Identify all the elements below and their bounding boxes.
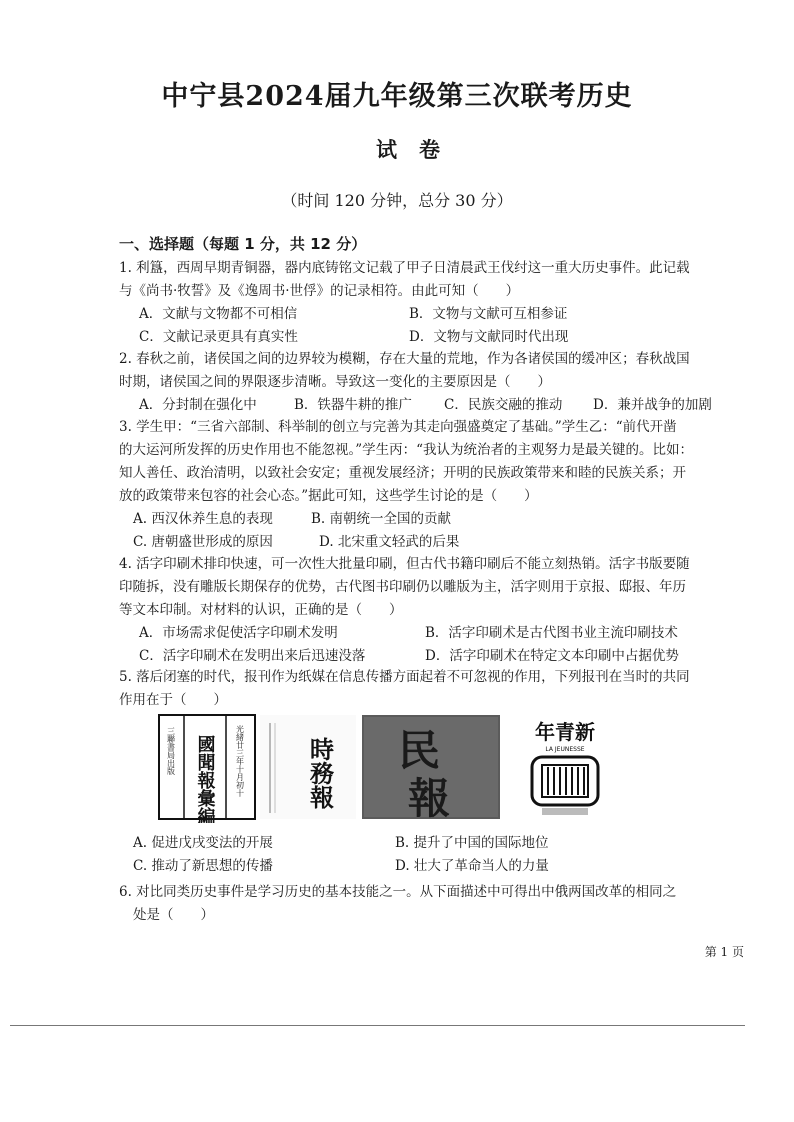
- shiwubao-title: 時務報: [305, 737, 335, 809]
- option-a: A. 促进戊戌变法的开展: [133, 835, 273, 851]
- page-subtitle: 试卷: [376, 137, 462, 162]
- question-text: 1. 利簋，西周早期青铜器，器内底铸铭文记载了甲子日清晨武王伐纣这一重大历史事件。此记载: [119, 260, 690, 276]
- question-text: 的大运河所发挥的历史作用也不能忽视。”学生丙：“我认为统治者的主观努力是最关键的。比如：: [119, 442, 694, 458]
- option-b: B．铁器牛耕的推广: [294, 397, 412, 413]
- minbao-title-char1: 民: [398, 726, 441, 775]
- option-a: A. 西汉休养生息的表现: [133, 511, 273, 527]
- question-5: [119, 666, 741, 712]
- option-b: B. 南朝统一全国的贡献: [311, 511, 452, 527]
- option-c: C．活字印刷术在发明出来后迅速没落: [139, 648, 366, 664]
- question-text: 放的政策带来包容的社会心态。”据此可知，这些学生讨论的是（ ）: [119, 488, 538, 504]
- option-b: B．活字印刷术是古代图书业主流印刷技术: [425, 625, 678, 641]
- question-3: [119, 416, 741, 554]
- option-c: C. 唐朝盛世形成的原因: [133, 534, 273, 550]
- newspaper-images: [158, 713, 714, 823]
- question-text: 5. 落后闭塞的时代，报刊作为纸媒在信息传播方面起着不可忽视的作用，下列报刊在当时的共同: [119, 669, 690, 685]
- question-text: 印随拆，没有雕版长期保存的优势，古代图书印刷仍以雕版为主，活字则用于京报、邸报、年历: [119, 579, 686, 595]
- page-number: 第 1 页: [704, 945, 744, 959]
- exam-info: （时间 120 分钟，总分 30 分）: [281, 191, 513, 210]
- options-row: [119, 855, 741, 878]
- question-text: 2. 春秋之前，诸侯国之间的边界较为模糊，存在大量的荒地，作为各诸侯国的缓冲区；春秋战国: [119, 351, 690, 367]
- guowenbao-masthead: [159, 715, 255, 823]
- option-d: D. 北宋重文轻武的后果: [319, 534, 460, 550]
- question-text: 知人善任、政治清明，以致社会安定；重视发展经济；开明的民族政策带来和睦的民族关系；开: [119, 465, 686, 481]
- xinqingnian-masthead: [510, 715, 620, 819]
- question-text: 时期，诸侯国之间的界限逐步清晰。导致这一变化的主要原因是（ ）: [119, 374, 551, 390]
- page-title: 中宁县2024届九年级第三次联考历史: [161, 81, 633, 112]
- question-text: 处是（ ）: [133, 907, 214, 923]
- minbao-title-char2: 報: [408, 774, 451, 823]
- option-d: D．兼并战争的加剧: [593, 397, 712, 413]
- guowenbao-title: 國聞報彙編: [194, 735, 216, 823]
- options-row: [119, 508, 741, 531]
- option-c: C．民族交融的推动: [444, 397, 563, 413]
- question-5-options: [119, 832, 741, 878]
- options-row: [119, 303, 741, 326]
- minbao-title: 民報: [158, 713, 160, 714]
- newspaper-mastheads: [158, 713, 714, 823]
- guowenbao-date: 光緒廿三年十月初十: [235, 725, 245, 797]
- options-row: [119, 832, 741, 855]
- bottom-divider: [10, 1025, 745, 1026]
- option-d: D．文物与文献同时代出现: [409, 329, 569, 345]
- guowenbao-publisher: 三聯書局出版: [166, 727, 176, 775]
- option-b: B. 提升了中国的国际地位: [395, 835, 549, 851]
- option-d: D．活字印刷术在特定文本印刷中占据优势: [425, 648, 679, 664]
- shiwubao-masthead: [260, 715, 356, 819]
- option-a: A．市场需求促使活字印刷术发明: [139, 625, 338, 641]
- options-row: [119, 622, 741, 645]
- options-row: [119, 394, 741, 417]
- option-b: B．文物与文献可互相参证: [409, 306, 568, 322]
- options-row: [119, 645, 741, 668]
- question-text: 3. 学生甲：“三省六部制、科举制的创立与完善为其走向强盛奠定了基础。”学生乙：“前代开凿: [119, 419, 677, 435]
- option-c: C．文献记录更具有真实性: [139, 329, 298, 345]
- option-a: A．文献与文物都不可相信: [139, 306, 298, 322]
- question-2: [119, 348, 741, 417]
- xinqingnian-title: 新青年: [535, 720, 595, 744]
- question-text: 6. 对比同类历史事件是学习历史的基本技能之一。从下面描述中可得出中俄两国改革的相同之: [119, 884, 677, 900]
- option-d: D. 壮大了革命当人的力量: [395, 858, 549, 874]
- question-text: 等文本印制。对材料的认识，正确的是（ ）: [119, 602, 403, 618]
- question-6: [119, 881, 741, 927]
- question-text: 与《尚书·牧誓》及《逸周书·世俘》的记录相符。由此可知（ ）: [119, 283, 520, 299]
- section-heading: 一、选择题（每题 1 分，共 12 分）: [119, 235, 367, 253]
- option-a: A．分封制在强化中: [139, 397, 257, 413]
- option-c: C. 推动了新思想的传播: [133, 858, 273, 874]
- question-4: [119, 553, 741, 668]
- question-1: [119, 257, 741, 349]
- xinqingnian-subtitle: LA JEUNESSE: [545, 746, 585, 753]
- options-row: [119, 326, 741, 349]
- question-text: 4. 活字印刷术排印快速，可一次性大批量印刷，但古代书籍印刷后不能立刻热销。活字书版要随: [119, 556, 690, 572]
- options-row: [119, 531, 741, 554]
- question-text: 作用在于（ ）: [119, 692, 227, 708]
